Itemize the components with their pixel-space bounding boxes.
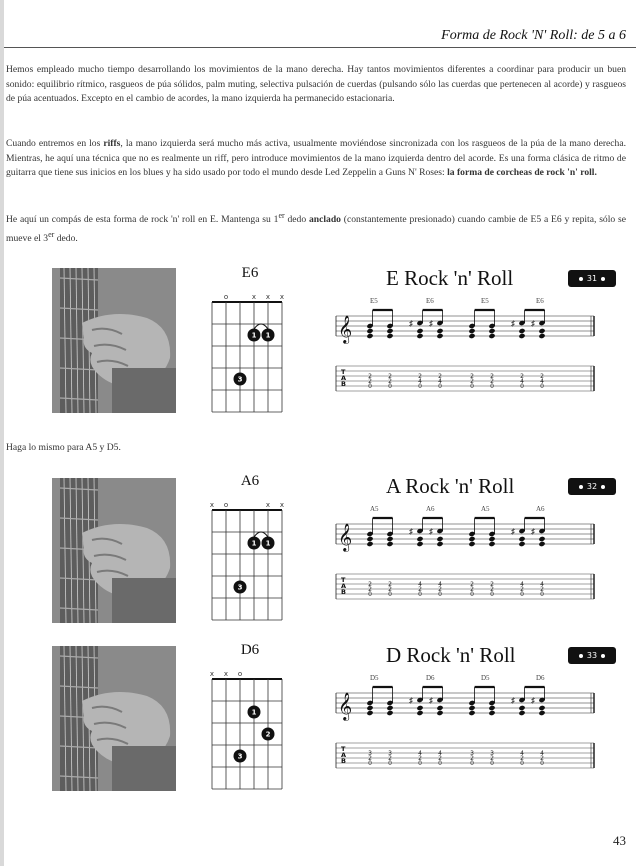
note-head	[436, 541, 443, 547]
note-head	[416, 705, 423, 711]
notation-staff-and-tab	[332, 516, 602, 621]
tab-fret-number: 2	[368, 586, 372, 593]
muted-string-mark: x	[279, 501, 285, 509]
note-head	[436, 333, 443, 339]
chord-label: E6	[426, 297, 434, 305]
muted-string-mark: x	[209, 501, 215, 509]
sharp-sign: ♯	[531, 696, 535, 705]
note-head	[488, 536, 495, 542]
sharp-sign: ♯	[511, 696, 515, 705]
note-head	[386, 333, 393, 339]
note-head	[468, 536, 475, 542]
chord-name: D6	[240, 642, 260, 658]
note-head	[366, 328, 373, 334]
tab-fret-number: 3	[368, 750, 372, 757]
note-head	[468, 705, 475, 711]
tab-fret-number: 2	[388, 373, 392, 380]
tab-fret-number: 2	[418, 586, 422, 593]
note-head	[416, 536, 423, 542]
tab-fret-number: 4	[540, 581, 544, 588]
sharp-sign: ♯	[511, 527, 515, 536]
tab-fret-number: 2	[490, 373, 494, 380]
tab-fret-number: 2	[490, 586, 494, 593]
note-head	[538, 541, 545, 547]
cd-track-badge	[568, 478, 616, 495]
note-head	[468, 333, 475, 339]
cd-track-number: 31	[586, 274, 598, 283]
note-head	[436, 328, 443, 334]
tab-clef-letter: B	[341, 757, 346, 765]
note-head	[468, 328, 475, 334]
note-head	[518, 333, 525, 339]
note-head	[386, 710, 393, 716]
tab-fret-number: 4	[438, 378, 442, 385]
tab-fret-number: 0	[388, 760, 392, 767]
note-head	[436, 536, 443, 542]
cd-track-number: 33	[586, 651, 598, 660]
tab-fret-number: 0	[438, 760, 442, 767]
tab-fret-number: 4	[418, 581, 422, 588]
tab-fret-number: 0	[368, 383, 372, 390]
chord-label: A5	[370, 505, 379, 513]
sharp-sign: ♯	[429, 319, 433, 328]
tab-fret-number: 2	[520, 373, 524, 380]
note-head	[488, 710, 495, 716]
tab-clef-letter: B	[341, 588, 346, 596]
muted-string-mark: x	[279, 293, 285, 301]
chord-hand-photo	[52, 646, 176, 791]
tab-fret-number: 0	[438, 591, 442, 598]
chord-label: E5	[481, 297, 489, 305]
note-head	[468, 710, 475, 716]
tab-fret-number: 2	[470, 581, 474, 588]
tab-fret-number: 2	[388, 378, 392, 385]
muted-string-mark: x	[209, 670, 215, 678]
tab-clef-letter: B	[341, 380, 346, 388]
treble-clef: 𝄞	[338, 692, 353, 720]
note-head	[468, 541, 475, 547]
tab-fret-number: 0	[520, 383, 524, 390]
tab-fret-number: 0	[520, 591, 524, 598]
note-head	[538, 710, 545, 716]
note-head	[488, 541, 495, 547]
tab-fret-number: 0	[540, 760, 544, 767]
anclado-term: anclado	[308, 214, 341, 226]
finger-number: 1	[251, 708, 257, 717]
chord-name: A6	[240, 473, 260, 489]
tab-fret-number: 2	[470, 378, 474, 385]
sharp-sign: ♯	[429, 696, 433, 705]
tab-fret-number: 2	[540, 755, 544, 762]
chord-label: A6	[536, 505, 545, 513]
note-head	[366, 705, 373, 711]
tab-fret-number: 4	[540, 750, 544, 757]
finger-number: 1	[265, 539, 271, 548]
note-head	[416, 328, 423, 334]
notation-staff-and-tab	[332, 685, 602, 790]
page-header-title: Forma de Rock 'N' Roll: de 5 a 6	[441, 28, 626, 43]
tab-fret-number: 0	[438, 383, 442, 390]
note-head	[366, 536, 373, 542]
note-head	[386, 328, 393, 334]
note-head	[538, 333, 545, 339]
muted-string-mark: x	[265, 293, 271, 301]
open-string-mark: o	[223, 293, 229, 301]
sharp-sign: ♯	[511, 319, 515, 328]
tab-fret-number: 4	[520, 378, 524, 385]
tab-fret-number: 2	[520, 755, 524, 762]
muted-string-mark: x	[265, 501, 271, 509]
song-title: E Rock 'n' Roll	[386, 266, 514, 290]
tab-fret-number: 2	[438, 755, 442, 762]
chord-name: E6	[241, 265, 259, 281]
chord-label: A5	[481, 505, 490, 513]
note-head	[488, 333, 495, 339]
tab-fret-number: 0	[520, 760, 524, 767]
finger-number: 1	[251, 539, 257, 548]
note-head	[436, 705, 443, 711]
tab-fret-number: 0	[490, 591, 494, 598]
chord-diagram	[200, 496, 300, 631]
tab-fret-number: 2	[520, 586, 524, 593]
finger-number: 3	[237, 375, 243, 384]
note-head	[518, 328, 525, 334]
sharp-sign: ♯	[409, 696, 413, 705]
chord-hand-photo	[52, 268, 176, 413]
chord-label: E5	[370, 297, 378, 305]
tab-fret-number: 0	[388, 383, 392, 390]
note-head	[538, 705, 545, 711]
tab-fret-number: 2	[490, 378, 494, 385]
tab-fret-number: 2	[540, 586, 544, 593]
sharp-sign: ♯	[531, 527, 535, 536]
tab-fret-number: 0	[418, 760, 422, 767]
chord-label: D6	[426, 674, 435, 682]
tab-fret-number: 4	[540, 378, 544, 385]
note-head	[518, 541, 525, 547]
treble-clef: 𝄞	[338, 315, 353, 343]
riffs-term: riffs	[103, 138, 121, 149]
tab-fret-number: 2	[470, 755, 474, 762]
tab-fret-number: 2	[368, 373, 372, 380]
tab-fret-number: 4	[438, 750, 442, 757]
rock-pattern-term: la forma de corcheas de rock 'n' roll.	[447, 167, 597, 179]
tab-fret-number: 2	[368, 581, 372, 588]
treble-clef: 𝄞	[338, 523, 353, 551]
note-head	[518, 536, 525, 542]
tab-fret-number: 2	[470, 586, 474, 593]
note-head	[518, 710, 525, 716]
sharp-sign: ♯	[531, 319, 535, 328]
page-number: 43	[613, 833, 626, 848]
cd-track-number: 32	[586, 482, 598, 491]
song-title: D Rock 'n' Roll	[386, 643, 516, 667]
tab-fret-number: 0	[540, 383, 544, 390]
note-head	[538, 328, 545, 334]
note-head	[436, 710, 443, 716]
chord-diagram	[200, 665, 300, 800]
note-head	[386, 536, 393, 542]
tab-clef-letter: T	[341, 745, 346, 753]
note-head	[488, 705, 495, 711]
muted-string-mark: x	[223, 670, 229, 678]
chord-label: D5	[370, 674, 379, 682]
intro-paragraph-1: Hemos empleado mucho tiempo desarrollando los movimientos de la mano derecha. Hay tantos movimientos diferentes a coordinar para producir un buen sonido: equilibrio rítmico, rasgueos de púa sólidos, palm muting, selectiva pulsación de cuerdas (pulsando sólo las cuerdas que pertenecen al acorde) y rasgueos de púa acentuados. Excepto en el cambio de acordes, la mano izquierda ha permanecido estacionaria.	[6, 64, 626, 105]
chord-label: E6	[536, 297, 544, 305]
tab-fret-number: 4	[438, 581, 442, 588]
chord-diagram	[200, 288, 300, 423]
tab-fret-number: 3	[388, 750, 392, 757]
tab-fret-number: 2	[438, 586, 442, 593]
muted-string-mark: x	[251, 293, 257, 301]
note-head	[366, 541, 373, 547]
finger-number: 1	[251, 331, 257, 340]
finger-number: 1	[265, 331, 271, 340]
tab-fret-number: 2	[368, 378, 372, 385]
sharp-sign: ♯	[409, 527, 413, 536]
tab-fret-number: 0	[540, 591, 544, 598]
finger-number: 2	[265, 730, 271, 739]
intro-paragraph-3: He aquí un compás de esta forma de rock 'n' roll en E. Mantenga su 1er dedo anclado (constantemente presionado) cuando cambie de E5 a E6 y repita, sólo se mueve el 3er dedo.	[6, 211, 626, 245]
sharp-sign: ♯	[429, 527, 433, 536]
tab-fret-number: 0	[368, 760, 372, 767]
sharp-sign: ♯	[409, 319, 413, 328]
note-head	[366, 710, 373, 716]
tab-fret-number: 2	[388, 755, 392, 762]
tab-fret-number: 2	[388, 586, 392, 593]
chord-label: D6	[536, 674, 545, 682]
tab-fret-number: 2	[438, 373, 442, 380]
tab-fret-number: 4	[418, 750, 422, 757]
song-title: A Rock 'n' Roll	[386, 474, 515, 498]
chord-label: A6	[426, 505, 435, 513]
tab-fret-number: 0	[388, 591, 392, 598]
tab-fret-number: 4	[418, 378, 422, 385]
tab-clef-letter: T	[341, 576, 346, 584]
tab-fret-number: 0	[470, 591, 474, 598]
page-edge-shadow	[0, 0, 4, 866]
tab-fret-number: 2	[540, 373, 544, 380]
note-head	[488, 328, 495, 334]
tab-fret-number: 0	[418, 591, 422, 598]
tab-clef-letter: A	[341, 374, 347, 382]
tab-fret-number: 0	[470, 760, 474, 767]
tab-clef-letter: A	[341, 582, 347, 590]
tab-fret-number: 2	[418, 373, 422, 380]
open-string-mark: o	[237, 670, 243, 678]
note-head	[386, 705, 393, 711]
tab-fret-number: 2	[490, 755, 494, 762]
open-string-mark: o	[223, 501, 229, 509]
tab-fret-number: 2	[418, 755, 422, 762]
tab-fret-number: 4	[520, 750, 524, 757]
cd-track-badge	[568, 647, 616, 664]
note-head	[366, 333, 373, 339]
tab-fret-number: 3	[470, 750, 474, 757]
tab-fret-number: 0	[470, 383, 474, 390]
tab-fret-number: 3	[490, 750, 494, 757]
tab-fret-number: 4	[520, 581, 524, 588]
cd-track-badge	[568, 270, 616, 287]
tab-fret-number: 2	[388, 581, 392, 588]
tab-fret-number: 0	[490, 383, 494, 390]
note-head	[386, 541, 393, 547]
tab-clef-letter: T	[341, 368, 346, 376]
note-head	[518, 705, 525, 711]
tab-fret-number: 2	[368, 755, 372, 762]
note-head	[416, 710, 423, 716]
tab-clef-letter: A	[341, 751, 347, 759]
tab-fret-number: 2	[490, 581, 494, 588]
chord-hand-photo	[52, 478, 176, 623]
note-head	[416, 541, 423, 547]
tab-fret-number: 0	[490, 760, 494, 767]
intro-paragraph-2: Cuando entremos en los riffs, la mano izquierda será mucho más activa, usualmente moviéndose sincronizada con los rasgueos de la púa de la mano derecha. Mientras, he aquí una técnica que no es realmente un riff, pero introduce movimientos de la mano izquierda dentro del acorde. Es una forma clásica de ritmo de guitarra que tiene sus inicios en los blues y ha sido usado por todo el mundo desde Led Zeppelin a Guns N' Roses: la forma de corcheas de rock 'n' roll.	[6, 138, 626, 179]
chord-label: D5	[481, 674, 490, 682]
notation-staff-and-tab	[332, 308, 602, 413]
instruction-text: Haga lo mismo para A5 y D5.	[6, 442, 121, 453]
note-head	[538, 536, 545, 542]
finger-number: 3	[237, 752, 243, 761]
tab-fret-number: 2	[470, 373, 474, 380]
header-rule	[4, 47, 636, 48]
tab-fret-number: 0	[418, 383, 422, 390]
note-head	[416, 333, 423, 339]
finger-number: 3	[237, 583, 243, 592]
tab-fret-number: 0	[368, 591, 372, 598]
